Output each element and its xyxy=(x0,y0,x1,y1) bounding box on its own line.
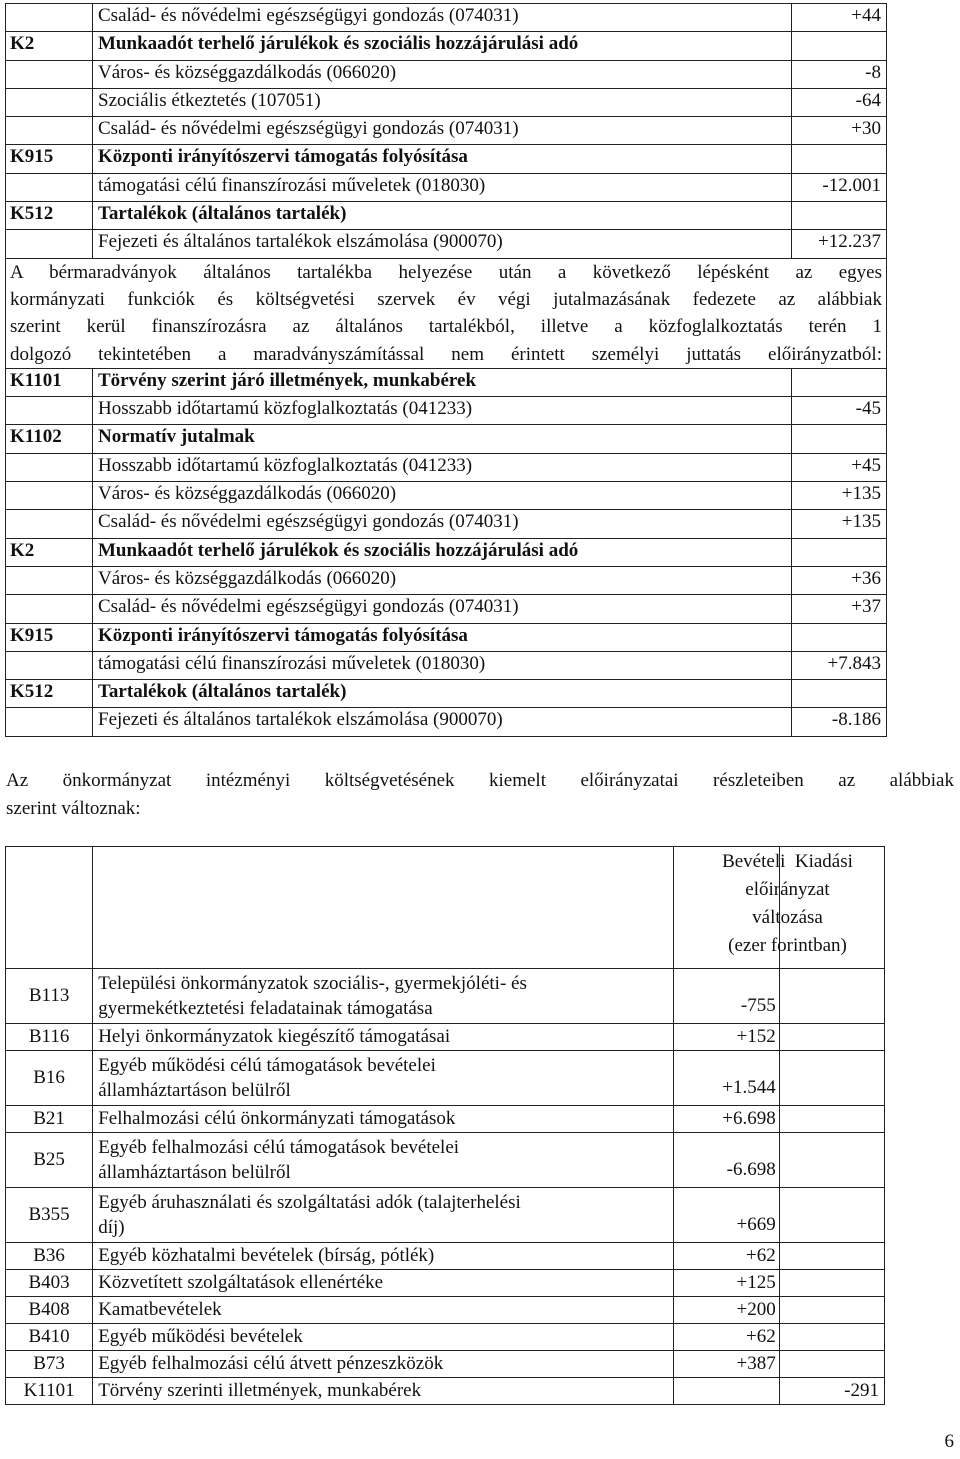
row-code: B410 xyxy=(6,1324,93,1351)
row-label-line: Kamatbevételek xyxy=(98,1299,222,1320)
row-revenue: +1.544 xyxy=(673,1051,779,1106)
row-code xyxy=(6,230,93,258)
row-code: K2 xyxy=(6,32,93,60)
table-row xyxy=(6,368,887,396)
row-revenue: +125 xyxy=(673,1270,779,1297)
row-label xyxy=(93,1188,673,1243)
table-row xyxy=(6,117,887,145)
row-amount: -8 xyxy=(792,60,887,88)
row-revenue: +669 xyxy=(673,1188,779,1243)
row-expense xyxy=(779,1106,884,1133)
intro-line-2: szerint változnak: xyxy=(6,798,141,819)
row-expense xyxy=(779,1051,884,1106)
table-row xyxy=(6,425,887,453)
row-label-line: Egyéb működési bevételek xyxy=(98,1326,303,1347)
table-row xyxy=(6,510,887,538)
row-label xyxy=(93,969,673,1024)
table-row xyxy=(6,453,887,481)
row-amount xyxy=(792,145,887,173)
row-label-line: Egyéb működési célú támogatások bevételei xyxy=(98,1055,436,1076)
table-row xyxy=(6,397,887,425)
row-amount xyxy=(792,202,887,230)
header-line-3: változása xyxy=(752,907,823,928)
row-label: Törvény szerint járó illetmények, munkabérek xyxy=(93,368,792,396)
paragraph-row xyxy=(6,258,887,368)
row-label-line: Közvetített szolgáltatások ellenértéke xyxy=(98,1272,384,1293)
table-row xyxy=(6,1106,885,1133)
row-revenue: -755 xyxy=(673,969,779,1024)
table-row xyxy=(6,145,887,173)
table-row xyxy=(6,969,885,1024)
row-label: Város- és községgazdálkodás (066020) xyxy=(93,482,792,510)
table-row xyxy=(6,482,887,510)
header-line-4: (ezer forintban) xyxy=(728,935,847,956)
row-label xyxy=(93,1297,673,1324)
funding-table xyxy=(5,3,887,737)
row-code: K1101 xyxy=(6,368,93,396)
table-row xyxy=(6,708,887,736)
row-label xyxy=(93,1051,673,1106)
row-code xyxy=(6,60,93,88)
row-label: Központi irányítószervi támogatás folyósítása xyxy=(93,623,792,651)
row-label xyxy=(93,1324,673,1351)
row-label-line: Törvény szerinti illetmények, munkabérek xyxy=(98,1380,422,1401)
row-expense xyxy=(779,1324,884,1351)
table-row xyxy=(6,4,887,32)
row-label xyxy=(93,1270,673,1297)
row-label: Munkaadót terhelő járulékok és szociális hozzájárulási adó xyxy=(93,538,792,566)
row-label-line: díj) xyxy=(98,1217,125,1238)
row-expense xyxy=(779,969,884,1024)
header-revenue: Bevételi xyxy=(722,851,786,872)
table-row xyxy=(6,1024,885,1051)
row-label xyxy=(93,1351,673,1378)
paragraph-line: kormányzati funkciók és költségvetési szervek év végi jutalmazásának fedezete az alábbiak xyxy=(10,288,882,310)
row-label-line: Egyéb felhalmozási célú átvett pénzeszközök xyxy=(98,1353,444,1374)
row-amount: +135 xyxy=(792,482,887,510)
row-amount xyxy=(792,680,887,708)
table-row xyxy=(6,32,887,60)
row-label-line: államháztartáson belülről xyxy=(98,1080,291,1101)
row-label: Család- és nővédelmi egészségügyi gondozás (074031) xyxy=(93,595,792,623)
row-code: K915 xyxy=(6,623,93,651)
row-code xyxy=(6,482,93,510)
row-label: Munkaadót terhelő járulékok és szociális hozzájárulási adó xyxy=(93,32,792,60)
row-code xyxy=(6,566,93,594)
row-code: B21 xyxy=(6,1106,93,1133)
row-label: Tartalékok (általános tartalék) xyxy=(93,202,792,230)
row-code: B25 xyxy=(6,1133,93,1188)
row-label-line: Egyéb áruhasználati és szolgáltatási adók (talajterhelési xyxy=(98,1192,521,1213)
table-row xyxy=(6,595,887,623)
table-row xyxy=(6,1324,885,1351)
row-amount: -45 xyxy=(792,397,887,425)
row-code: K512 xyxy=(6,202,93,230)
row-expense xyxy=(779,1270,884,1297)
row-label: Tartalékok (általános tartalék) xyxy=(93,680,792,708)
row-amount: +7.843 xyxy=(792,651,887,679)
table-row xyxy=(6,202,887,230)
row-code xyxy=(6,510,93,538)
row-label: támogatási célú finanszírozási műveletek (018030) xyxy=(93,173,792,201)
row-label-line: Egyéb közhatalmi bevételek (bírság, pótlék) xyxy=(98,1245,435,1266)
row-code: B73 xyxy=(6,1351,93,1378)
table-row xyxy=(6,680,887,708)
row-label: Hosszabb időtartamú közfoglalkoztatás (041233) xyxy=(93,397,792,425)
row-label-line: gyermekétkeztetési feladatainak támogatása xyxy=(98,998,433,1019)
row-code: K2 xyxy=(6,538,93,566)
row-label: Fejezeti és általános tartalékok elszámolása (900070) xyxy=(93,708,792,736)
row-revenue: +62 xyxy=(673,1243,779,1270)
row-label: támogatási célú finanszírozási műveletek (018030) xyxy=(93,651,792,679)
row-expense xyxy=(779,1188,884,1243)
row-code: B355 xyxy=(6,1188,93,1243)
row-amount xyxy=(792,538,887,566)
row-code xyxy=(6,651,93,679)
row-label: Város- és községgazdálkodás (066020) xyxy=(93,566,792,594)
row-label-line: államháztartáson belülről xyxy=(98,1162,291,1183)
row-amount xyxy=(792,623,887,651)
row-label xyxy=(93,1133,673,1188)
row-code xyxy=(6,595,93,623)
table-row xyxy=(6,1243,885,1270)
row-code: B403 xyxy=(6,1270,93,1297)
row-amount: +36 xyxy=(792,566,887,594)
row-amount: +44 xyxy=(792,4,887,32)
row-code: K512 xyxy=(6,680,93,708)
table-row xyxy=(6,1270,885,1297)
row-amount: +30 xyxy=(792,117,887,145)
table-row xyxy=(6,651,887,679)
row-code xyxy=(6,4,93,32)
row-code: B36 xyxy=(6,1243,93,1270)
row-label xyxy=(93,1243,673,1270)
row-revenue: +387 xyxy=(673,1351,779,1378)
row-code: B113 xyxy=(6,969,93,1024)
row-amount: -8.186 xyxy=(792,708,887,736)
row-label: Család- és nővédelmi egészségügyi gondozás (074031) xyxy=(93,117,792,145)
paragraph-line: dolgozó tekintetében a maradványszámítással nem érintett személyi juttatás előirányzatból: xyxy=(10,343,882,365)
row-label: Város- és községgazdálkodás (066020) xyxy=(93,60,792,88)
table-row xyxy=(6,88,887,116)
row-code: K1102 xyxy=(6,425,93,453)
table-row xyxy=(6,1351,885,1378)
row-amount xyxy=(792,32,887,60)
row-code: K1101 xyxy=(6,1378,93,1405)
row-code: B116 xyxy=(6,1024,93,1051)
table-row xyxy=(6,623,887,651)
table-row xyxy=(6,173,887,201)
row-label xyxy=(93,1024,673,1051)
row-code xyxy=(6,708,93,736)
row-amount: +12.237 xyxy=(792,230,887,258)
row-label: Család- és nővédelmi egészségügyi gondozás (074031) xyxy=(93,510,792,538)
table-row xyxy=(6,1188,885,1243)
paragraph-line: szerint kerül finanszírozásra az általános tartalékból, illetve a közfoglalkoztatás terén 1 xyxy=(10,316,882,338)
table-row xyxy=(6,230,887,258)
row-label-line: Települési önkormányzatok szociális-, gyermekjóléti- és xyxy=(98,973,527,994)
table-row xyxy=(6,1051,885,1106)
row-label xyxy=(93,1106,673,1133)
row-amount xyxy=(792,425,887,453)
table-row xyxy=(6,1378,885,1405)
header-expense: Kiadási xyxy=(794,851,853,872)
row-label: Család- és nővédelmi egészségügyi gondozás (074031) xyxy=(93,4,792,32)
table-row xyxy=(6,538,887,566)
intro-paragraph xyxy=(6,767,954,823)
paragraph-line: A bérmaradványok általános tartalékba helyezése után a következő lépésként az egyes xyxy=(10,261,882,283)
table-row xyxy=(6,60,887,88)
row-amount: -64 xyxy=(792,88,887,116)
row-code xyxy=(6,453,93,481)
appropriation-header-label xyxy=(695,848,880,960)
row-label-line: Egyéb felhalmozási célú támogatások bevételei xyxy=(98,1137,460,1158)
row-code xyxy=(6,173,93,201)
row-amount: +37 xyxy=(792,595,887,623)
row-label: Szociális étkeztetés (107051) xyxy=(93,88,792,116)
row-expense xyxy=(779,1351,884,1378)
row-revenue: -6.698 xyxy=(673,1133,779,1188)
row-expense xyxy=(779,1024,884,1051)
row-code: B408 xyxy=(6,1297,93,1324)
row-amount: -12.001 xyxy=(792,173,887,201)
row-code xyxy=(6,397,93,425)
row-expense: -291 xyxy=(779,1378,884,1405)
row-code xyxy=(6,117,93,145)
row-label-line: Helyi önkormányzatok kiegészítő támogatásai xyxy=(98,1026,451,1047)
row-label: Fejezeti és általános tartalékok elszámolása (900070) xyxy=(93,230,792,258)
row-revenue xyxy=(673,1378,779,1405)
row-label xyxy=(93,1378,673,1405)
row-expense xyxy=(779,1297,884,1324)
table-row xyxy=(6,1133,885,1188)
row-expense xyxy=(779,1133,884,1188)
intro-line-1: Az önkormányzat intézményi költségvetésének kiemelt előirányzatai részleteiben az alábbiak xyxy=(6,770,954,791)
row-revenue: +200 xyxy=(673,1297,779,1324)
row-code xyxy=(6,88,93,116)
row-label: Hosszabb időtartamú közfoglalkoztatás (041233) xyxy=(93,453,792,481)
row-expense xyxy=(779,1243,884,1270)
page-number: 6 xyxy=(944,1431,954,1452)
row-code: B16 xyxy=(6,1051,93,1106)
row-code: K915 xyxy=(6,145,93,173)
row-amount xyxy=(792,368,887,396)
row-label: Normatív jutalmak xyxy=(93,425,792,453)
row-revenue: +152 xyxy=(673,1024,779,1051)
row-label: Központi irányítószervi támogatás folyósítása xyxy=(93,145,792,173)
row-amount: +135 xyxy=(792,510,887,538)
table-row xyxy=(6,1297,885,1324)
row-revenue: +6.698 xyxy=(673,1106,779,1133)
row-label-line: Felhalmozási célú önkormányzati támogatások xyxy=(98,1108,456,1129)
header-line-2: előirányzat xyxy=(745,879,830,900)
table-row xyxy=(6,566,887,594)
row-amount: +45 xyxy=(792,453,887,481)
row-revenue: +62 xyxy=(673,1324,779,1351)
